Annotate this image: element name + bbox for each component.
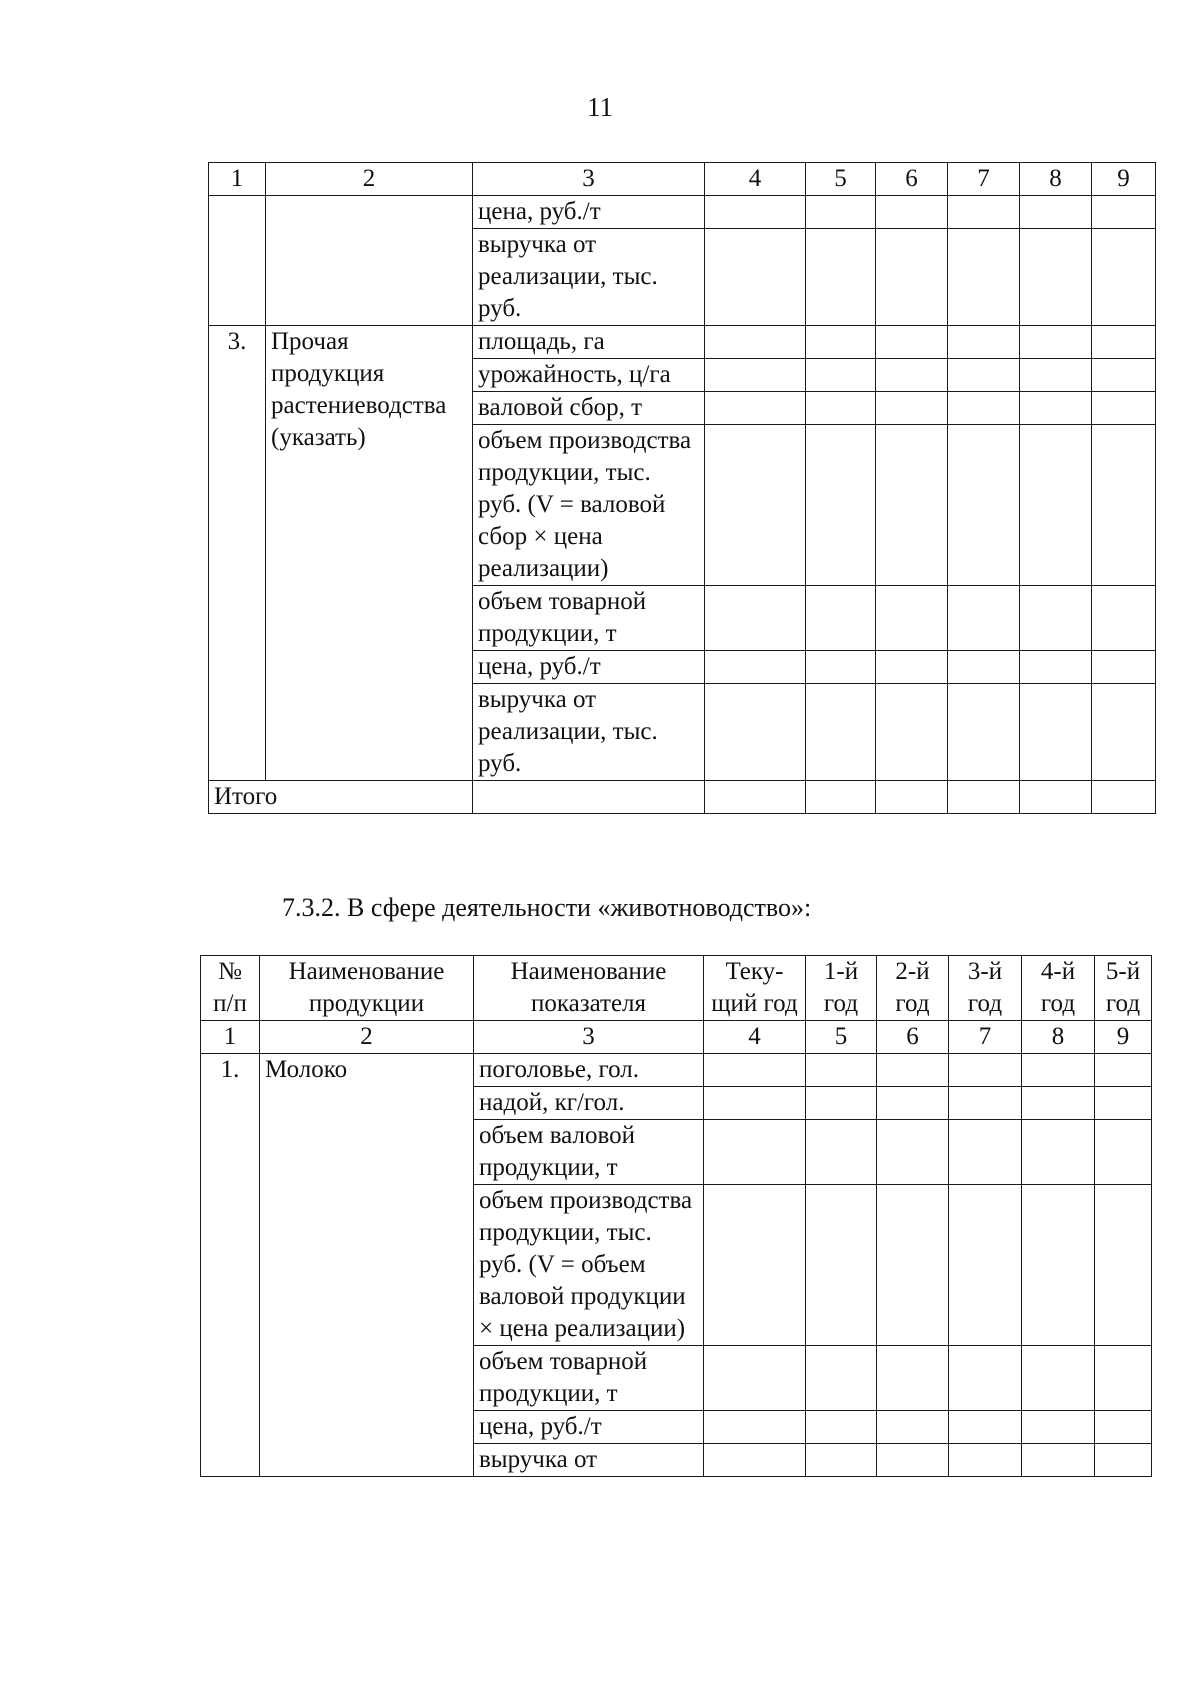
item-number: 1. [201, 1054, 260, 1477]
indicator-cell: площадь, га [473, 326, 705, 359]
indicator-cell: цена, руб./т [473, 196, 705, 229]
column-header: № п/п [201, 956, 260, 1021]
col-number: 9 [1092, 163, 1156, 196]
indicator-cell: выручка от реализации, тыс. руб. [473, 684, 705, 781]
column-header: 1-й год [806, 956, 877, 1021]
col-number: 7 [948, 163, 1020, 196]
empty-cell [209, 196, 266, 326]
col-number: 2 [266, 163, 473, 196]
indicator-cell: надой, кг/гол. [474, 1087, 704, 1120]
col-number: 3 [474, 1021, 704, 1054]
indicator-cell: валовой сбор, т [473, 392, 705, 425]
table-row [209, 326, 1156, 359]
total-label: Итого [209, 781, 473, 814]
col-number: 6 [876, 163, 948, 196]
column-header: 4-й год [1022, 956, 1095, 1021]
col-number: 7 [949, 1021, 1022, 1054]
section-title: 7.3.2. В сфере деятельности «животноводство»: [282, 893, 812, 922]
col-number: 5 [806, 163, 876, 196]
col-number: 6 [877, 1021, 949, 1054]
col-number: 4 [704, 1021, 806, 1054]
column-header: Теку-щий год [704, 956, 806, 1021]
indicator-cell: объем валовой продукции, т [474, 1120, 704, 1185]
col-number: 1 [209, 163, 266, 196]
plant-production-table [208, 162, 1156, 814]
empty-cell [266, 196, 473, 326]
livestock-table [200, 955, 1152, 1477]
col-number: 1 [201, 1021, 260, 1054]
indicator-cell: цена, руб./т [474, 1411, 704, 1444]
column-number-row [201, 1021, 1152, 1054]
page-number: 11 [587, 92, 613, 122]
col-number: 5 [806, 1021, 877, 1054]
indicator-cell: объем товарной продукции, т [474, 1346, 704, 1411]
indicator-cell: объем производства продукции, тыс. руб. (V = объем валовой продукции × цена реализации) [474, 1185, 704, 1346]
indicator-cell: цена, руб./т [473, 651, 705, 684]
column-header: Наименование показателя [474, 956, 704, 1021]
indicator-cell: выручка от [474, 1444, 704, 1477]
table-row [201, 1054, 1152, 1087]
indicator-cell: урожайность, ц/га [473, 359, 705, 392]
product-name: Молоко [260, 1054, 474, 1477]
col-number: 3 [473, 163, 705, 196]
indicator-cell: объем производства продукции, тыс. руб. (V = валовой сбор × цена реализации) [473, 425, 705, 586]
column-header: 5-й год [1095, 956, 1152, 1021]
column-header: 2-й год [877, 956, 949, 1021]
header-row [201, 956, 1152, 1021]
column-number-row [209, 163, 1156, 196]
col-number: 2 [260, 1021, 474, 1054]
item-number: 3. [209, 326, 266, 781]
col-number: 8 [1022, 1021, 1095, 1054]
column-header: 3-й год [949, 956, 1022, 1021]
col-number: 4 [705, 163, 806, 196]
indicator-cell: объем товарной продукции, т [473, 586, 705, 651]
table-row [209, 196, 1156, 229]
indicator-cell: поголовье, гол. [474, 1054, 704, 1087]
col-number: 9 [1095, 1021, 1152, 1054]
col-number: 8 [1020, 163, 1092, 196]
total-row [209, 781, 1156, 814]
column-header: Наименование продукции [260, 956, 474, 1021]
product-name: Прочая продукция растениеводства (указать) [266, 326, 473, 781]
indicator-cell: выручка от реализации, тыс. руб. [473, 229, 705, 326]
